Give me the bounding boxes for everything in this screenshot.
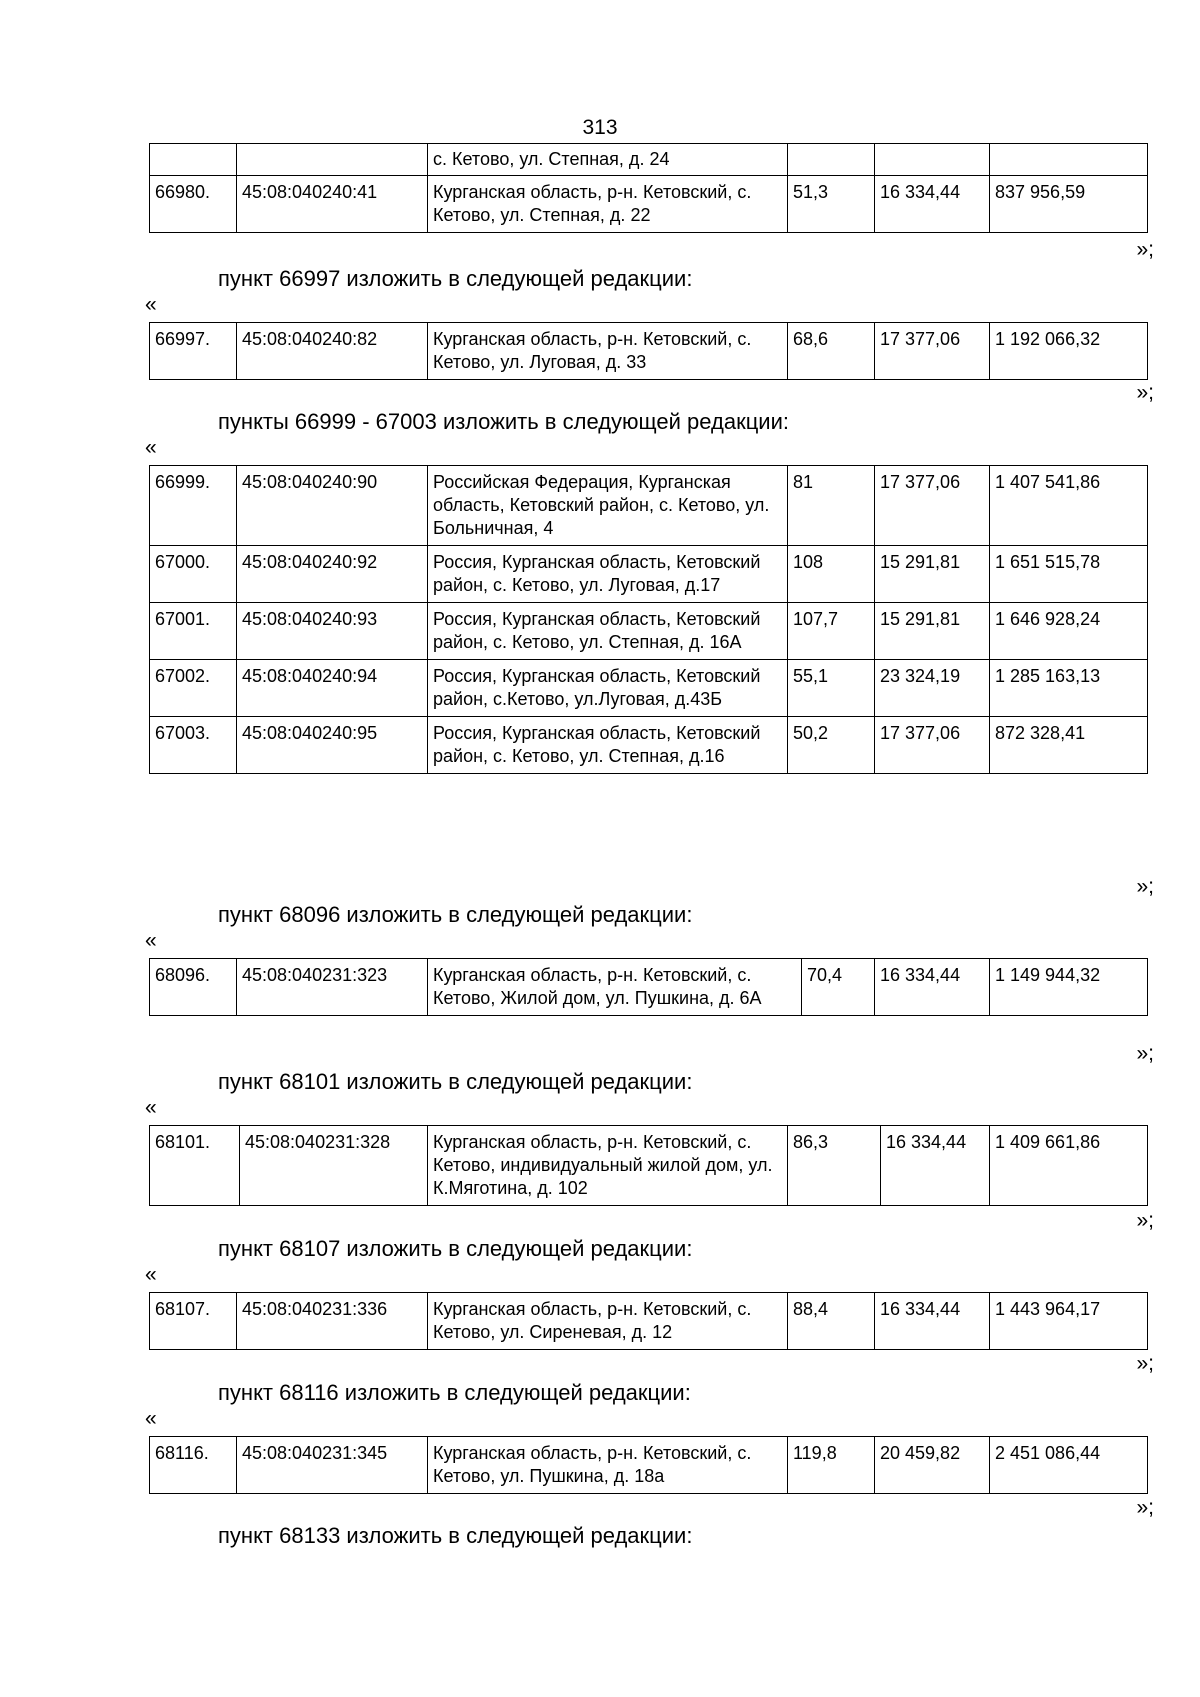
cell-cadastral: 45:08:040240:90: [237, 466, 428, 546]
cell-value: [990, 144, 1148, 176]
cell-area: 50,2: [788, 717, 875, 774]
cell-cadastral: 45:08:040240:95: [237, 717, 428, 774]
cell-area: 70,4: [802, 959, 875, 1016]
cell-number: 67000.: [150, 546, 237, 603]
opening-quote: «: [145, 1096, 157, 1119]
cell-cadastral: 45:08:040240:82: [237, 323, 428, 380]
cell-area: 81: [788, 466, 875, 546]
closing-quote: »;: [1136, 381, 1154, 404]
cell-number: 66980.: [150, 176, 237, 233]
registry-table: [149, 1292, 1148, 1350]
amendment-instruction: пункт 68096 изложить в следующей редакции:: [218, 902, 693, 927]
closing-quote: »;: [1136, 1352, 1154, 1375]
cell-number: 67001.: [150, 603, 237, 660]
cell-value: 1 285 163,13: [990, 660, 1148, 717]
closing-quote: »;: [1136, 875, 1154, 898]
amendment-instruction: пункт 68101 изложить в следующей редакции:: [218, 1069, 693, 1094]
cell-value: 1 651 515,78: [990, 546, 1148, 603]
cell-address: с. Кетово, ул. Степная, д. 24: [428, 144, 788, 176]
table-row: [150, 323, 1148, 380]
cell-area: 86,3: [788, 1126, 881, 1206]
page-number: 313: [582, 116, 618, 139]
cell-price: 17 377,06: [875, 323, 990, 380]
cell-address: Российская Федерация, Курганская область, Кетовский район, с. Кетово, ул. Больничная, 4: [428, 466, 788, 546]
cell-cadastral: 45:08:040231:323: [237, 959, 428, 1016]
closing-quote: »;: [1136, 1042, 1154, 1065]
cell-price: 16 334,44: [881, 1126, 990, 1206]
cell-number: 67003.: [150, 717, 237, 774]
table-row: [150, 466, 1148, 546]
cell-cadastral: [237, 144, 428, 176]
opening-quote: «: [145, 436, 157, 459]
amendment-instruction: пункт 68107 изложить в следующей редакции:: [218, 1236, 693, 1261]
closing-quote: »;: [1136, 1209, 1154, 1232]
cell-value: 872 328,41: [990, 717, 1148, 774]
registry-table: [149, 1125, 1148, 1206]
cell-price: [875, 144, 990, 176]
cell-address: Россия, Курганская область, Кетовский район, с. Кетово, ул. Луговая, д.17: [428, 546, 788, 603]
cell-number: 66997.: [150, 323, 237, 380]
table-row: [150, 603, 1148, 660]
cell-price: 16 334,44: [875, 959, 990, 1016]
cell-value: 1 646 928,24: [990, 603, 1148, 660]
cell-address: Курганская область, р-н. Кетовский, с. Кетово, индивидуальный жилой дом, ул. К.Мяготина, д. 102: [428, 1126, 788, 1206]
cell-number: 67002.: [150, 660, 237, 717]
opening-quote: «: [145, 1263, 157, 1286]
cell-value: 837 956,59: [990, 176, 1148, 233]
table-row: [150, 176, 1148, 233]
cell-area: 108: [788, 546, 875, 603]
cell-cadastral: 45:08:040240:94: [237, 660, 428, 717]
cell-address: Курганская область, р-н. Кетовский, с. Кетово, ул. Степная, д. 22: [428, 176, 788, 233]
table-row: [150, 959, 1148, 1016]
cell-address: Россия, Курганская область, Кетовский район, с. Кетово, ул. Степная, д.16: [428, 717, 788, 774]
amendment-instruction: пункт 68116 изложить в следующей редакции:: [218, 1380, 691, 1405]
cell-price: 15 291,81: [875, 603, 990, 660]
amendment-instruction: пункт 66997 изложить в следующей редакции:: [218, 266, 693, 291]
cell-value: 1 409 661,86: [990, 1126, 1148, 1206]
registry-table: [149, 465, 1148, 774]
cell-address: Курганская область, р-н. Кетовский, с. Кетово, ул. Сиреневая, д. 12: [428, 1293, 788, 1350]
table-row: [150, 546, 1148, 603]
cell-number: 68101.: [150, 1126, 240, 1206]
cell-price: 16 334,44: [875, 176, 990, 233]
cell-number: 68096.: [150, 959, 237, 1016]
cell-value: 1 149 944,32: [990, 959, 1148, 1016]
cell-area: 88,4: [788, 1293, 875, 1350]
cell-address: Курганская область, р-н. Кетовский, с. Кетово, ул. Пушкина, д. 18а: [428, 1437, 788, 1494]
cell-value: 1 407 541,86: [990, 466, 1148, 546]
cell-price: 15 291,81: [875, 546, 990, 603]
table-row: [150, 1437, 1148, 1494]
cell-address: Россия, Курганская область, Кетовский район, с. Кетово, ул. Степная, д. 16А: [428, 603, 788, 660]
cell-area: 68,6: [788, 323, 875, 380]
cell-value: 2 451 086,44: [990, 1437, 1148, 1494]
cell-value: 1 192 066,32: [990, 323, 1148, 380]
cell-cadastral: 45:08:040231:336: [237, 1293, 428, 1350]
registry-table: [149, 958, 1148, 1016]
table-row: [150, 717, 1148, 774]
cell-value: 1 443 964,17: [990, 1293, 1148, 1350]
cell-number: 66999.: [150, 466, 237, 546]
cell-cadastral: 45:08:040240:41: [237, 176, 428, 233]
closing-quote: »;: [1136, 238, 1154, 261]
registry-table: [149, 322, 1148, 380]
cell-area: 107,7: [788, 603, 875, 660]
cell-area: [788, 144, 875, 176]
cell-cadastral: 45:08:040231:345: [237, 1437, 428, 1494]
cell-price: 23 324,19: [875, 660, 990, 717]
cell-area: 119,8: [788, 1437, 875, 1494]
cell-address: Курганская область, р-н. Кетовский, с. Кетово, Жилой дом, ул. Пушкина, д. 6А: [428, 959, 802, 1016]
table-row: [150, 660, 1148, 717]
cell-area: 51,3: [788, 176, 875, 233]
cell-cadastral: 45:08:040240:93: [237, 603, 428, 660]
opening-quote: «: [145, 929, 157, 952]
cell-price: 16 334,44: [875, 1293, 990, 1350]
cell-price: 20 459,82: [875, 1437, 990, 1494]
table-row: [150, 144, 1148, 176]
cell-price: 17 377,06: [875, 466, 990, 546]
closing-quote: »;: [1136, 1496, 1154, 1519]
table-row: [150, 1293, 1148, 1350]
cell-cadastral: 45:08:040240:92: [237, 546, 428, 603]
table-row: [150, 1126, 1148, 1206]
cell-address: Курганская область, р-н. Кетовский, с. Кетово, ул. Луговая, д. 33: [428, 323, 788, 380]
cell-number: [150, 144, 237, 176]
cell-cadastral: 45:08:040231:328: [240, 1126, 428, 1206]
cell-number: 68116.: [150, 1437, 237, 1494]
registry-table: [149, 1436, 1148, 1494]
opening-quote: «: [145, 293, 157, 316]
amendment-instruction: пункты 66999 - 67003 изложить в следующей редакции:: [218, 409, 790, 434]
cell-area: 55,1: [788, 660, 875, 717]
amendment-instruction: пункт 68133 изложить в следующей редакции:: [218, 1523, 693, 1548]
opening-quote: «: [145, 1407, 157, 1430]
cell-number: 68107.: [150, 1293, 237, 1350]
cell-price: 17 377,06: [875, 717, 990, 774]
cell-address: Россия, Курганская область, Кетовский район, с.Кетово, ул.Луговая, д.43Б: [428, 660, 788, 717]
registry-table-continuation: [149, 143, 1148, 233]
